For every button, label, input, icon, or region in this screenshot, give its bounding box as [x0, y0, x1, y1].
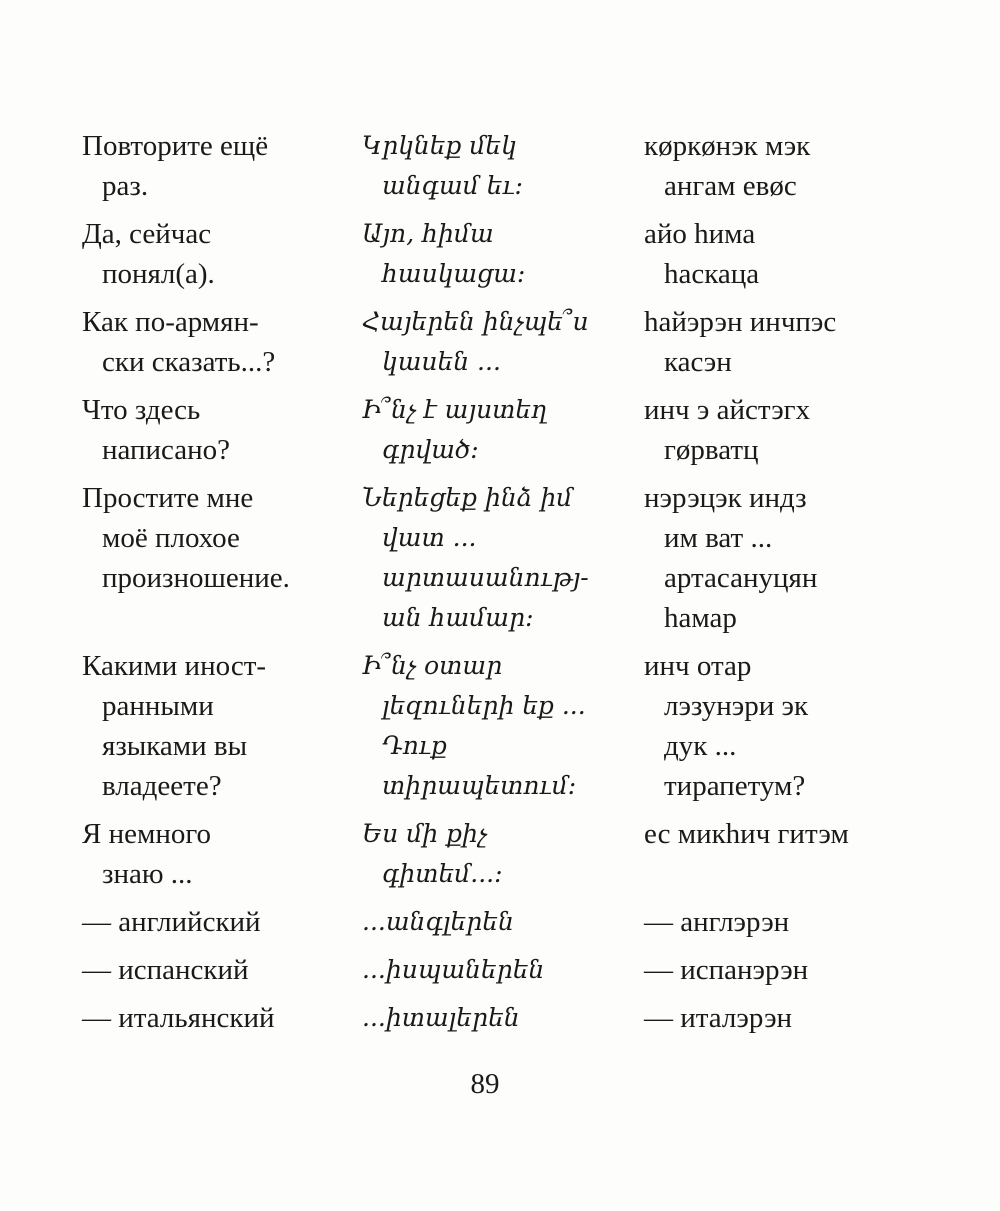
russian-phrase-line: раз.	[102, 170, 149, 202]
russian-phrase-line: Повторите ещё	[82, 130, 269, 162]
russian-phrase-line: Да, сейчас	[82, 218, 212, 250]
transliteration-line: — италэрэн	[644, 1002, 793, 1034]
armenian-phrase-line: Հայերեն ինչպե՞ս	[362, 307, 589, 336]
transliteration	[644, 814, 934, 854]
russian-phrase-line: — испанский	[82, 954, 249, 986]
phrase-table	[82, 126, 942, 1046]
transliteration	[644, 478, 934, 638]
transliteration-line: айо hима	[644, 218, 756, 250]
transliteration-line: ес микhич гитэм	[644, 818, 849, 850]
phrase-row	[82, 478, 942, 638]
russian-phrase	[82, 214, 362, 294]
russian-phrase-line: языками вы	[102, 730, 248, 762]
transliteration-line: — испанэрэн	[644, 954, 809, 986]
transliteration-line: — англэрэн	[644, 906, 790, 938]
transliteration	[644, 302, 934, 382]
transliteration	[644, 214, 934, 294]
armenian-phrase-line: Ի՞նչ է այստեղ	[362, 395, 548, 424]
russian-phrase	[82, 302, 362, 382]
armenian-phrase	[362, 902, 644, 942]
armenian-phrase	[362, 950, 644, 990]
transliteration	[644, 998, 934, 1038]
armenian-phrase-line: գրված:	[382, 435, 479, 464]
armenian-phrase-line: ...իսպաներեն	[362, 955, 545, 984]
armenian-phrase-line: տիրապետում:	[382, 771, 577, 800]
transliteration-line: нэрэцэк индз	[644, 482, 807, 514]
armenian-phrase-line: ...իտալերեն	[362, 1003, 520, 1032]
armenian-phrase	[362, 126, 644, 206]
transliteration-line: тирапетум?	[664, 770, 806, 802]
armenian-phrase-line: կասեն ...	[382, 347, 501, 376]
page-number: 89	[470, 1068, 500, 1100]
russian-phrase-line: Я немного	[82, 818, 212, 850]
russian-phrase	[82, 998, 362, 1038]
transliteration-line: артасануцян	[664, 562, 818, 594]
armenian-phrase-line: անգամ եւ:	[382, 171, 523, 200]
armenian-phrase-line: Ես մի քիչ	[362, 819, 488, 848]
transliteration-line: им ват ...	[664, 522, 773, 554]
transliteration-line: гøрватц	[664, 434, 759, 466]
russian-phrase-line: Какими иност-	[82, 650, 267, 682]
russian-phrase-line: произношение.	[102, 562, 290, 594]
armenian-phrase-line: վատ ...	[382, 523, 477, 552]
transliteration-line: кøркøнэк мэк	[644, 130, 811, 162]
armenian-phrase	[362, 478, 644, 638]
phrase-row	[82, 390, 942, 470]
transliteration-line: hамар	[664, 602, 737, 634]
russian-phrase	[82, 126, 362, 206]
phrase-row	[82, 214, 942, 294]
phrase-row	[82, 646, 942, 806]
russian-phrase	[82, 646, 362, 806]
phrase-row	[82, 302, 942, 382]
transliteration-line: лэзунэри эк	[664, 690, 809, 722]
transliteration-line: инч э айстэгх	[644, 394, 811, 426]
armenian-phrase-line: ան համար:	[382, 603, 534, 632]
russian-phrase-line: Что здесь	[82, 394, 201, 426]
transliteration-line: инч отар	[644, 650, 752, 682]
transliteration	[644, 390, 934, 470]
armenian-phrase	[362, 646, 644, 806]
armenian-phrase-line: Կրկնեք մեկ	[362, 131, 517, 160]
armenian-phrase	[362, 390, 644, 470]
armenian-phrase-line: արտասանությ-	[382, 563, 589, 592]
transliteration	[644, 902, 934, 942]
armenian-phrase-line: Ի՞նչ օտար	[362, 651, 503, 680]
armenian-phrase-line: ...անգլերեն	[362, 907, 514, 936]
russian-phrase-line: Как по-армян-	[82, 306, 259, 338]
transliteration-line: hаскаца	[664, 258, 760, 290]
russian-phrase-line: — английский	[82, 906, 261, 938]
transliteration-line: ангам евøс	[664, 170, 797, 202]
transliteration	[644, 950, 934, 990]
armenian-phrase-line: Այո, հիմա	[362, 219, 494, 248]
phrase-row	[82, 998, 942, 1038]
transliteration-line: дук ...	[664, 730, 737, 762]
armenian-phrase	[362, 814, 644, 894]
phrase-row	[82, 126, 942, 206]
armenian-phrase-line: հասկացա:	[382, 259, 526, 288]
armenian-phrase	[362, 214, 644, 294]
armenian-phrase	[362, 302, 644, 382]
russian-phrase-line: владеете?	[102, 770, 222, 802]
russian-phrase	[82, 390, 362, 470]
transliteration-line: hайэрэн инчпэс	[644, 306, 837, 338]
russian-phrase-line: ски сказать...?	[102, 346, 276, 378]
armenian-phrase-line: Դուք	[382, 731, 447, 760]
armenian-phrase	[362, 998, 644, 1038]
russian-phrase-line: моё плохое	[102, 522, 240, 554]
phrase-row	[82, 950, 942, 990]
phrase-row	[82, 902, 942, 942]
armenian-phrase-line: լեզուների եք ...	[382, 691, 586, 720]
russian-phrase-line: Простите мне	[82, 482, 254, 514]
russian-phrase-line: — итальянский	[82, 1002, 275, 1034]
armenian-phrase-line: գիտեմ...:	[382, 859, 503, 888]
transliteration-line: касэн	[664, 346, 732, 378]
transliteration	[644, 646, 934, 806]
transliteration	[644, 126, 934, 206]
armenian-phrase-line: Ներեցեք ինձ իմ	[362, 483, 573, 512]
russian-phrase-line: знаю ...	[102, 858, 193, 890]
russian-phrase-line: написано?	[102, 434, 231, 466]
russian-phrase-line: понял(а).	[102, 258, 215, 290]
russian-phrase	[82, 950, 362, 990]
russian-phrase	[82, 902, 362, 942]
russian-phrase-line: ранными	[102, 690, 214, 722]
russian-phrase	[82, 478, 362, 598]
russian-phrase	[82, 814, 362, 894]
phrase-row	[82, 814, 942, 894]
